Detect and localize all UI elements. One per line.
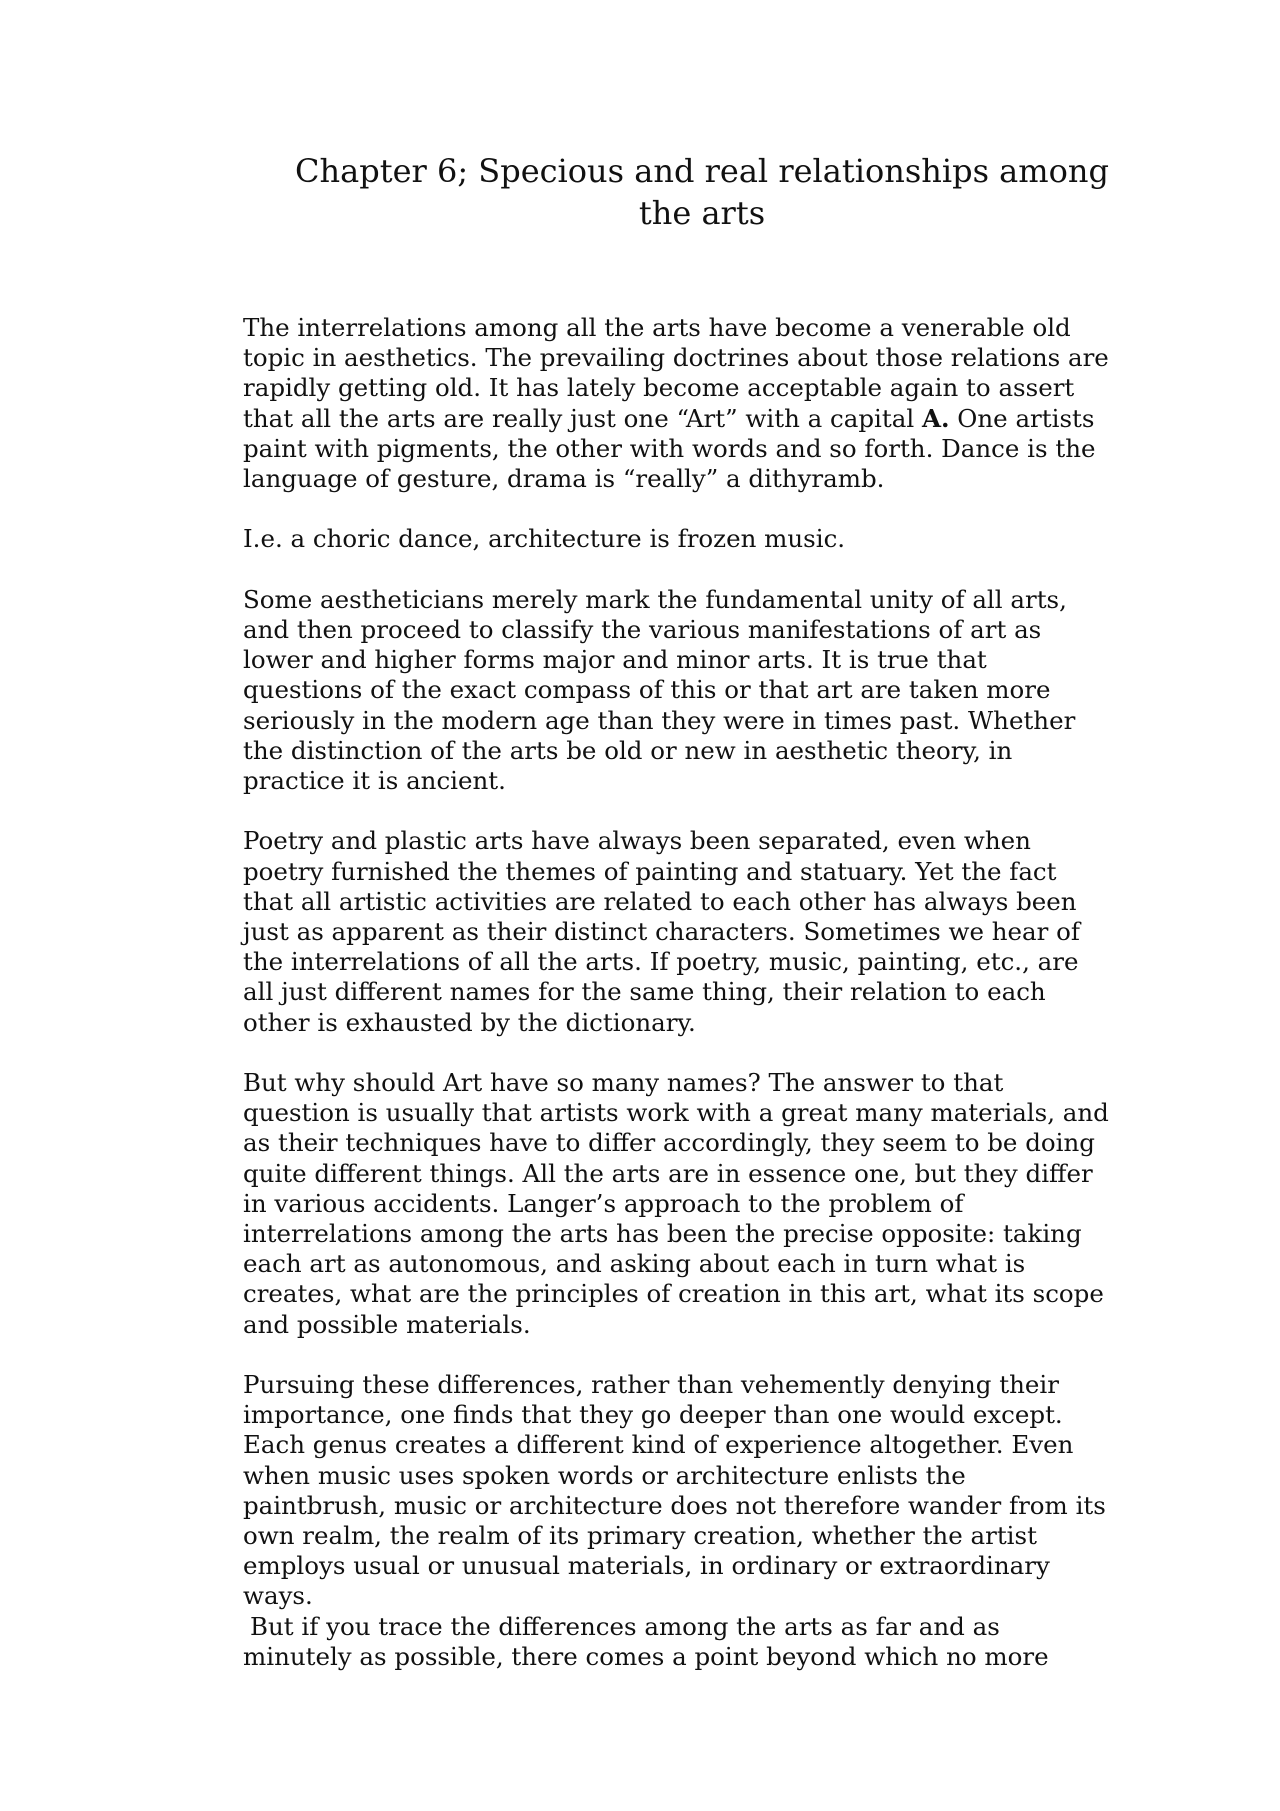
text-line: question is usually that artists work with a great many materials, and [243,1098,1109,1128]
title-line: Chapter 6; Specious and real relationships among [295,152,1109,190]
paragraph [243,826,1173,1037]
text-line: employs usual or unusual materials, in ordinary or extraordinary [243,1551,1050,1581]
text-line: But if you trace the differences among the arts as far and as [250,1611,1000,1641]
text-line: and possible materials. [243,1309,531,1339]
text-line: creates, what are the principles of creation in this art, what its scope [243,1279,1104,1309]
text-line: and then proceed to classify the various manifestations of art as [243,615,1042,644]
title-line: the arts [638,194,766,232]
text-line: rapidly getting old. It has lately become acceptable again to assert [243,373,1075,403]
text-line: just as apparent as their distinct characters. Sometimes we hear of [243,917,1080,947]
text-line-with-bold [243,404,1173,434]
text-line: interrelations among the arts has been the precise opposite: taking [243,1219,1082,1249]
text-line: when music uses spoken words or architecture enlists the [243,1460,966,1490]
bold-letter: A. [921,403,950,433]
text-line: But why should Art have so many names? The answer to that [243,1068,1004,1098]
text-line: The interrelations among all the arts have become a venerable old [243,313,1071,342]
text-line: Pursuing these differences, rather than vehemently denying their [243,1370,1059,1400]
text-line: that all artistic activities are related to each other has always been [243,886,1077,916]
text-line: paintbrush, music or architecture does not therefore wander from its [243,1490,1106,1520]
paragraph [243,1068,1173,1340]
text-line: I.e. a choric dance, architecture is frozen music. [243,524,846,554]
text-line: the interrelations of all the arts. If poetry, music, painting, etc., are [243,947,1079,977]
text-line: own realm, the realm of its primary creation, whether the artist [243,1521,1037,1551]
body-text [243,313,1173,1672]
text-line: paint with pigments, the other with words and so forth. Dance is the [243,433,1096,463]
text-line: each art as autonomous, and asking about each in turn what is [243,1249,1026,1279]
text-run: One artists [949,403,1095,433]
text-line: practice it is ancient. [243,766,506,796]
text-line: Some aestheticians merely mark the fundamental unity of all arts, [243,584,1067,614]
text-line: importance, one finds that they go deeper than one would except. [243,1400,1063,1430]
text-line: in various accidents. Langer’s approach to the problem of [243,1188,964,1218]
paragraph [243,1370,1173,1612]
text-line: Poetry and plastic arts have always been separated, even when [243,826,1031,856]
text-line: all just different names for the same thing, their relation to each [243,977,1046,1007]
text-run: that all the arts are really just one “Art” with a capital [243,403,922,433]
text-line: topic in aesthetics. The prevailing doctrines about those relations are [243,343,1109,373]
text-line: seriously in the modern age than they were in times past. Whether [243,705,1076,735]
text-line: language of gesture, drama is “really” a dithyramb. [243,464,885,494]
text-line: as their techniques have to differ accordingly, they seem to be doing [243,1128,1095,1158]
paragraph [243,524,1173,554]
text-line: quite different things. All the arts are in essence one, but they differ [243,1158,1093,1188]
text-line: minutely as possible, there comes a point beyond which no more [243,1641,1049,1671]
text-line: the distinction of the arts be old or new in aesthetic theory, in [243,735,1013,765]
paragraph [243,313,1173,494]
text-line: other is exhausted by the dictionary. [243,1007,696,1037]
paragraph [243,1612,1173,1672]
text-line: Each genus creates a different kind of experience altogether. Even [243,1430,1074,1460]
text-line: questions of the exact compass of this or that art are taken more [243,675,1051,705]
chapter-title [246,150,1158,234]
text-line: ways. [243,1581,313,1611]
text-line: lower and higher forms major and minor arts. It is true that [243,645,987,675]
text-line: poetry furnished the themes of painting and statuary. Yet the fact [243,856,1057,886]
paragraph [243,585,1173,796]
